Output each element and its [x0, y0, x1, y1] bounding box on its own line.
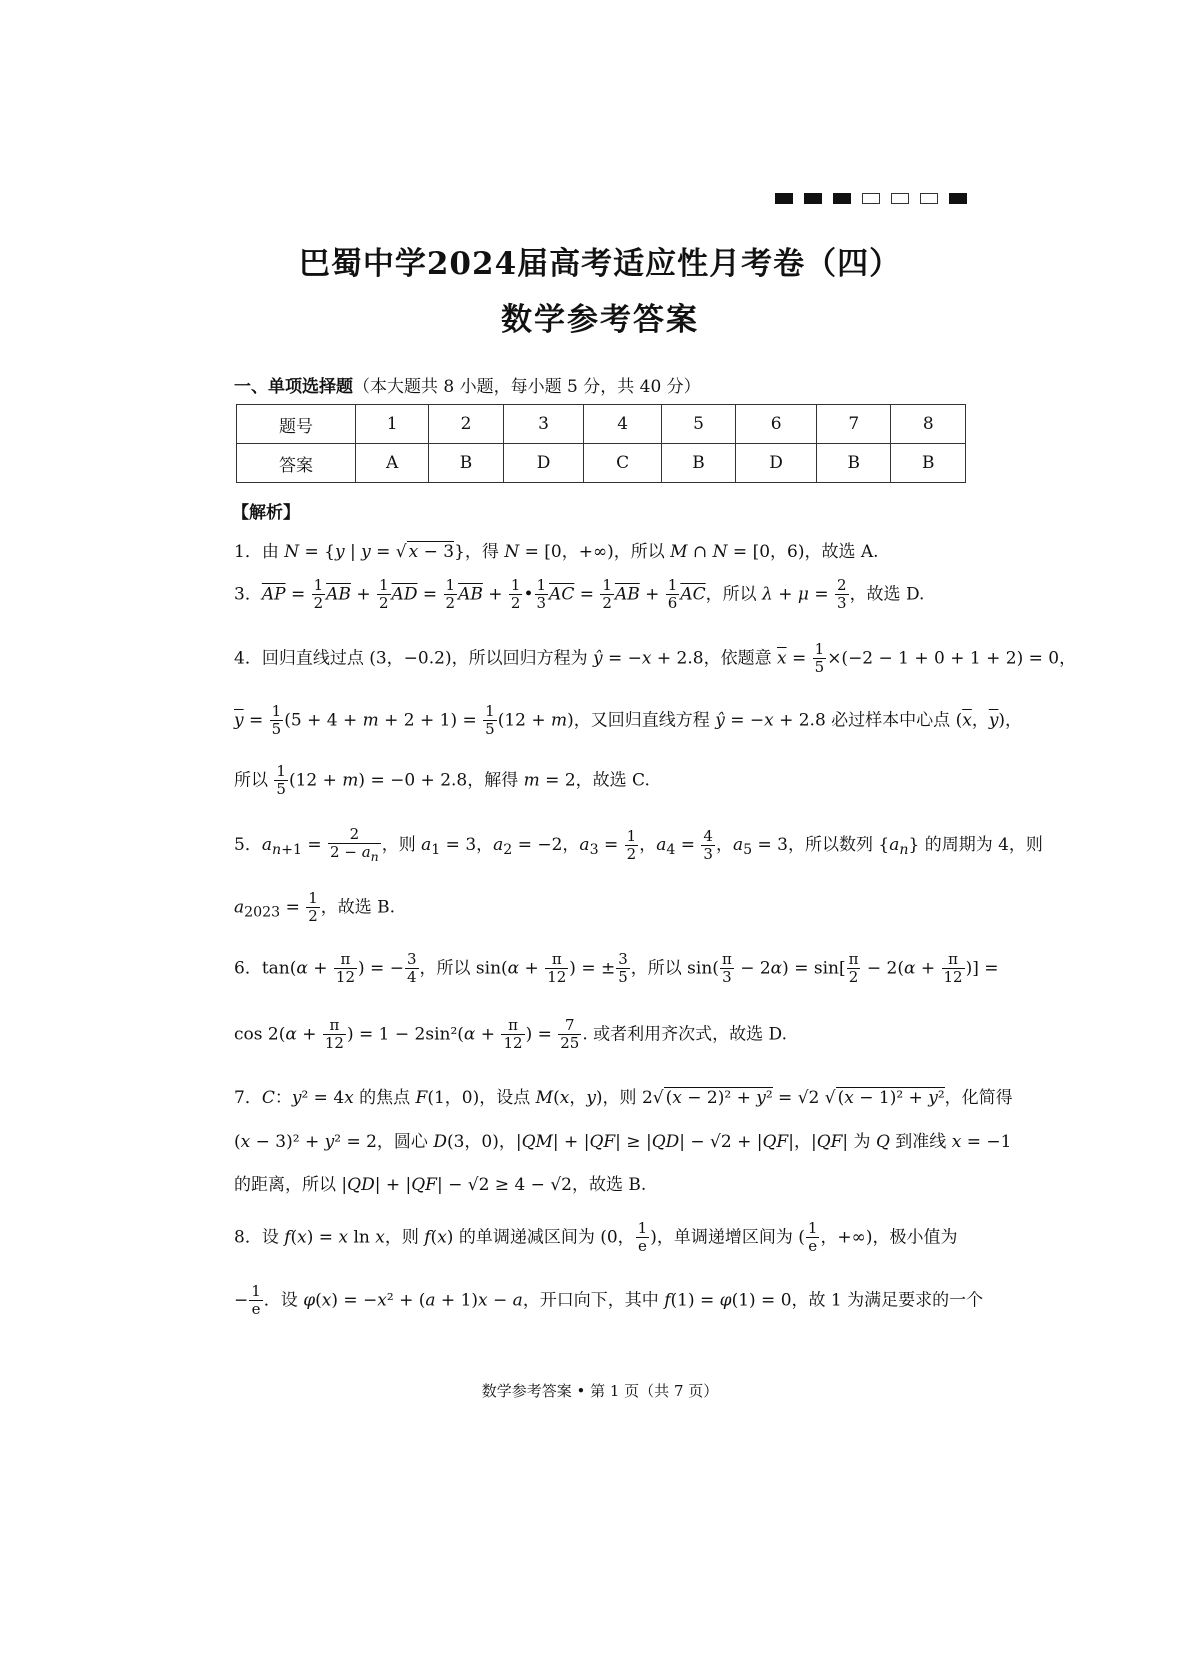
solution-7-line2: (x − 3)² + y² = 2，圆心 D(3，0)，|QM| + |QF| ≥ |QD| − √2 + |QF|，|QF| 为 Q 到准线 x = −1 [234, 1132, 1012, 1152]
answer-table [236, 404, 966, 483]
solution-4-line3: 所以 $\frac{1}{5}$ (12 + m) = −0 + 2.8，解得 m = 2，故选 C. [234, 762, 650, 799]
question-number-cell: 2 [429, 405, 503, 444]
answer-cell: B [429, 444, 503, 483]
solution-4-line1: 4．回归直线过点 (3，−0.2)，所以回归方程为 ŷ = −x + 2.8，依题意 $\overline{x}$ = $\frac{1}{5}$ ×(−2 − 1 + 0 + 1 + 2) = 0， [234, 640, 1077, 677]
solution-7-line3: 的距离，所以 |QD| + |QF| − √2 ≥ 4 − √2，故选 B. [234, 1175, 647, 1195]
answer-cell: A [356, 444, 429, 483]
table-row [237, 444, 966, 483]
answer-cell: D [736, 444, 817, 483]
answer-cell: B [891, 444, 966, 483]
section-heading [234, 372, 701, 397]
question-number-cell: 5 [661, 405, 735, 444]
page-subtitle: 数学参考答案 [501, 302, 699, 338]
answer-cell: B [817, 444, 891, 483]
mark-square [949, 193, 967, 204]
mark-square [833, 193, 851, 204]
solution-8-line1: 8．设 f(x) = x ln x，则 f(x) 的单调递减区间为 (0， $\frac{1}{e}$ )，单调递增区间为 ( $\frac{1}{e}$ ，+∞)，极小值为 [234, 1219, 958, 1256]
solution-7-line1: 7．C：y² = 4x 的焦点 F(1，0)，设点 M(x，y)，则 2√ (x − 2)² + y² = √2 √ (x − 1)² + y²，化简得 [234, 1088, 1013, 1108]
question-number-cell: 1 [356, 405, 429, 444]
mark-square [862, 193, 880, 204]
question-number-cell: 3 [503, 405, 584, 444]
solution-5-line2: $a_{2023}$ = $\frac{1}{2}$ ，故选 B. [234, 889, 396, 926]
question-number-cell: 8 [891, 405, 966, 444]
mark-square [920, 193, 938, 204]
decorative-marks [775, 193, 967, 204]
table-header-cell: 题号 [237, 405, 356, 444]
answer-cell: D [503, 444, 584, 483]
mark-square [775, 193, 793, 204]
answer-cell: C [584, 444, 661, 483]
solution-5-line1: 5．$a_{n+1}$ = $\frac{2}{2 - a_n}$ ，则 $a_1 = 3$，$a_2 = -2$，$a_3$ = $\frac{1}{2}$ ，$a_4$ = $\frac{4}{3}$ ，$a_5 = 3$，所以数列 $\{a_n\}$ 的周期为 4，则 [234, 825, 1043, 865]
question-number-cell: 4 [584, 405, 661, 444]
solution-4-line2: $\overline{y}$ = $\frac{1}{5}$ (5 + 4 + m + 2 + 1) = $\frac{1}{5}$ (12 + m)，又回归直线方程 ŷ = −x + 2.8 必过样本中心点 ($\overline{x}$，$\overline{y}$)， [234, 702, 1023, 739]
question-number-cell: 6 [736, 405, 817, 444]
page-footer: 数学参考答案 • 第 1 页（共 7 页） [481, 1382, 719, 1400]
answer-cell: B [661, 444, 735, 483]
analysis-label: 【解析】 [232, 503, 300, 523]
solution-8-line2: − $\frac{1}{e}$ ．设 φ(x) = −x² + (a + 1)x − a，开口向下，其中 f(1) = φ(1) = 0，故 1 为满足要求的一个 [234, 1282, 984, 1319]
mark-square [804, 193, 822, 204]
table-row [237, 405, 966, 444]
mark-square [891, 193, 909, 204]
solution-6-line1: 6．tan(α + $\frac{\pi}{12}$ ) = − $\frac{3}{4}$ ，所以 sin(α + $\frac{\pi}{12}$ ) = ± $\frac{3}{5}$ ，所以 sin( $\frac{\pi}{3}$ − 2α) = sin[ $\frac{\pi}{2}$ − 2(α + $\frac{\pi}{12}$ )] = [234, 950, 999, 987]
table-header-cell: 答案 [237, 444, 356, 483]
section-note: （本大题共 8 小题，每小题 5 分，共 40 分） [353, 377, 701, 397]
solution-6-line2: cos 2(α + $\frac{\pi}{12}$ ) = 1 − 2sin²(α + $\frac{\pi}{12}$ ) = $\frac{7}{25}$ . 或者利用齐次式，故选 D. [234, 1016, 787, 1053]
solution-3: 3．$\overline{AP}$ = $\frac{1}{2}$ $\overline{AB}$ + $\frac{1}{2}$ $\overline{AD}$ = $\frac{1}{2}$ $\overline{AB}$ + $\frac{1}{2}$ • $\frac{1}{3}$ $\overline{AC}$ = $\frac{1}{2}$ $\overline{AB}$ + $\frac{1}{6}$ $\overline{AC}$，所以 λ + μ = $\frac{2}{3}$ ，故选 D. [234, 576, 925, 613]
page-title: 巴蜀中学2024届高考适应性月考卷（四） [298, 246, 902, 282]
solution-1: 1．由 N = {y | y = √ x − 3}，得 N = [0，+∞)，所以 M ∩ N = [0，6)，故选 A. [234, 542, 879, 562]
section-label: 一、单项选择题 [234, 377, 353, 397]
question-number-cell: 7 [817, 405, 891, 444]
